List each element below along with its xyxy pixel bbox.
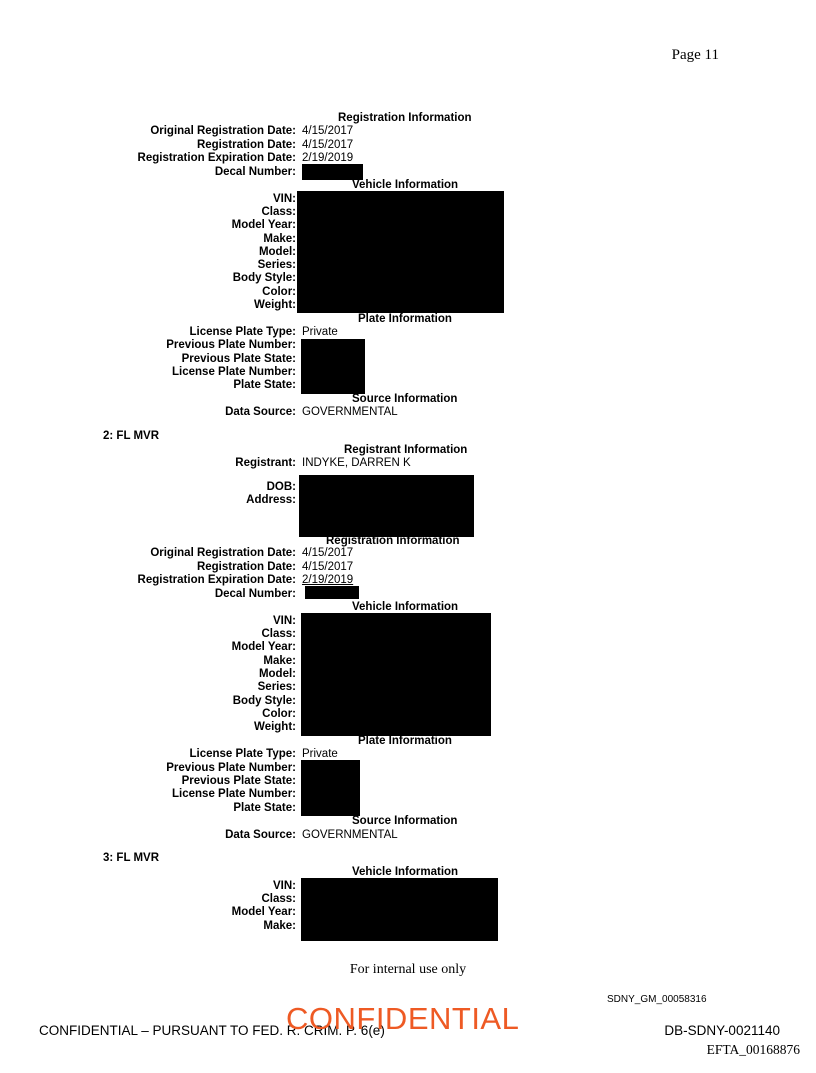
registration-expiration-date: 2/19/2019 <box>302 152 354 164</box>
registrant-info-header: Registrant Information <box>344 444 468 456</box>
body-style-label: Body Style: <box>232 695 296 707</box>
color-label: Color: <box>262 708 296 720</box>
record-title: 3: FL MVR <box>103 852 160 864</box>
redaction-box <box>301 878 498 941</box>
make-label: Make: <box>263 655 296 667</box>
confidential-stamp: CONFIDENTIAL <box>286 1001 520 1036</box>
vin-label: VIN: <box>273 193 296 205</box>
license-plate-type: Private <box>302 748 338 760</box>
registration-expiration-date-label: Registration Expiration Date: <box>137 152 296 164</box>
redaction-box <box>301 760 360 816</box>
license-plate-type: Private <box>302 326 338 338</box>
bates-number-gm: SDNY_GM_00058316 <box>607 994 707 1005</box>
previous-plate-number-label: Previous Plate Number: <box>166 339 296 351</box>
original-registration-date-label: Original Registration Date: <box>150 125 296 137</box>
vin-label: VIN: <box>273 880 296 892</box>
redaction-box <box>301 339 365 394</box>
license-plate-number-label: License Plate Number: <box>172 788 296 800</box>
registration-info-header: Registration Information <box>326 535 460 547</box>
model-year-label: Model Year: <box>231 219 296 231</box>
model-year-label: Model Year: <box>231 641 296 653</box>
decal-number-label: Decal Number: <box>214 588 296 600</box>
redaction-box <box>299 475 474 537</box>
registration-expiration-date: 2/19/2019 <box>302 574 354 586</box>
original-registration-date: 4/15/2017 <box>302 547 354 559</box>
previous-plate-number-label: Previous Plate Number: <box>166 762 296 774</box>
registration-date-label: Registration Date: <box>196 561 296 573</box>
decal-number-label: Decal Number: <box>214 166 296 178</box>
license-plate-type-label: License Plate Type: <box>189 748 296 760</box>
license-plate-number-label: License Plate Number: <box>172 366 296 378</box>
redaction-box <box>297 191 504 313</box>
efta-number: EFTA_00168876 <box>706 1042 800 1057</box>
class-label: Class: <box>261 893 296 905</box>
data-source-label: Data Source: <box>225 406 296 418</box>
bates-number-db: DB-SDNY-0021140 <box>664 1023 780 1038</box>
registration-expiration-date-label: Registration Expiration Date: <box>137 574 296 586</box>
plate-info-header: Plate Information <box>358 313 452 325</box>
model-label: Model: <box>258 246 296 258</box>
vehicle-info-header: Vehicle Information <box>352 601 459 613</box>
registration-date-label: Registration Date: <box>196 139 296 151</box>
registration-date: 4/15/2017 <box>302 139 354 151</box>
registration-info-header: Registration Information <box>338 112 472 124</box>
original-registration-date-label: Original Registration Date: <box>150 547 296 559</box>
model-year-label: Model Year: <box>231 906 296 918</box>
series-label: Series: <box>257 259 296 271</box>
data-source-label: Data Source: <box>225 829 296 841</box>
address-label: Address: <box>246 494 296 506</box>
series-label: Series: <box>257 681 296 693</box>
source-info-header: Source Information <box>352 393 458 405</box>
color-label: Color: <box>262 286 296 298</box>
registrant-name: INDYKE, DARREN K <box>302 457 411 469</box>
plate-info-header: Plate Information <box>358 735 452 747</box>
vin-label: VIN: <box>273 615 296 627</box>
page-number: Page 11 <box>671 47 719 63</box>
make-label: Make: <box>263 920 296 932</box>
redaction-box <box>301 613 491 736</box>
registration-date: 4/15/2017 <box>302 561 354 573</box>
plate-state-label: Plate State: <box>233 802 296 814</box>
registrant-label: Registrant: <box>235 457 296 469</box>
redaction-box <box>302 164 363 180</box>
weight-label: Weight: <box>254 299 296 311</box>
body-style-label: Body Style: <box>232 272 296 284</box>
license-plate-type-label: License Plate Type: <box>189 326 296 338</box>
record-title: 2: FL MVR <box>103 430 160 442</box>
previous-plate-state-label: Previous Plate State: <box>181 775 296 787</box>
confidential-pursuant-notice: CONFIDENTIAL – PURSUANT TO FED. R. CRIM. P. 6(e) <box>39 1023 385 1038</box>
make-label: Make: <box>263 233 296 245</box>
redaction-box <box>305 586 359 599</box>
plate-state-label: Plate State: <box>233 379 296 391</box>
previous-plate-state-label: Previous Plate State: <box>181 353 296 365</box>
internal-use-notice: For internal use only <box>349 962 467 977</box>
class-label: Class: <box>261 206 296 218</box>
data-source: GOVERNMENTAL <box>302 406 398 418</box>
original-registration-date: 4/15/2017 <box>302 125 354 137</box>
data-source: GOVERNMENTAL <box>302 829 398 841</box>
weight-label: Weight: <box>254 721 296 733</box>
source-info-header: Source Information <box>352 815 458 827</box>
model-label: Model: <box>258 668 296 680</box>
vehicle-info-header: Vehicle Information <box>352 179 459 191</box>
vehicle-info-header: Vehicle Information <box>352 866 459 878</box>
class-label: Class: <box>261 628 296 640</box>
dob-label: DOB: <box>266 481 296 493</box>
